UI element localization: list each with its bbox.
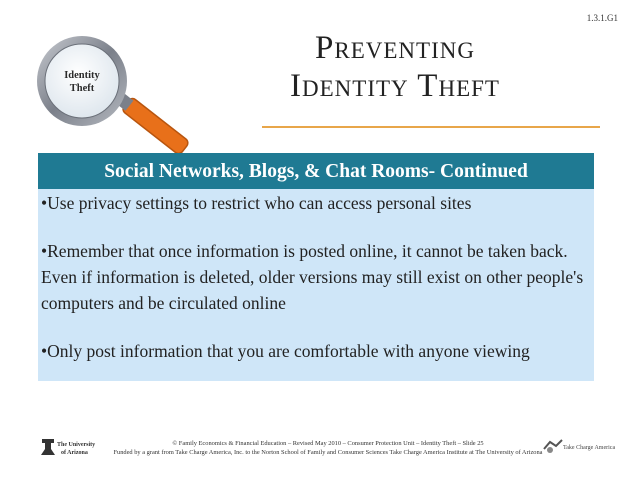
magnifier-label-line1: Identity <box>64 70 100 81</box>
title-underline <box>262 126 600 128</box>
bullet-item: •Use privacy settings to restrict who can access personal sites <box>41 193 472 213</box>
university-of-arizona-logo <box>40 437 102 457</box>
slide-code: 1.3.1.G1 <box>586 13 618 23</box>
bullet-list <box>41 190 593 364</box>
footer-line1: © Family Economics & Financial Education – Revised May 2010 – Consumer Protection Unit – Identity Theft – Slide 25 <box>172 440 484 447</box>
title-line2: Identity Theft <box>290 68 500 104</box>
section-header-bar <box>38 153 594 189</box>
svg-text:Take Charge America: Take Charge America <box>563 445 616 451</box>
bullet-item: •Only post information that you are comfortable with anyone viewing <box>41 341 530 361</box>
take-charge-america-logo <box>542 437 616 455</box>
slide-title <box>255 30 535 106</box>
footer-text <box>104 439 552 457</box>
svg-text:The University: The University <box>57 442 96 448</box>
bullet-item: •Remember that once information is posted online, it cannot be taken back. Even if information is deleted, older versions may still exist on other people's computers and be circulated online <box>41 241 584 313</box>
svg-text:of Arizona: of Arizona <box>61 450 88 456</box>
magnifier-label <box>54 69 110 95</box>
section-header: Social Networks, Blogs, & Chat Rooms- Continued <box>104 161 528 182</box>
magnifier-label-line2: Theft <box>69 83 95 94</box>
title-line1: Preventing <box>315 30 475 66</box>
footer-line2: Funded by a grant from Take Charge America, Inc. to the Norton School of Family and Consumer Sciences Take Charge America Institute at The University of Arizona <box>113 449 543 456</box>
